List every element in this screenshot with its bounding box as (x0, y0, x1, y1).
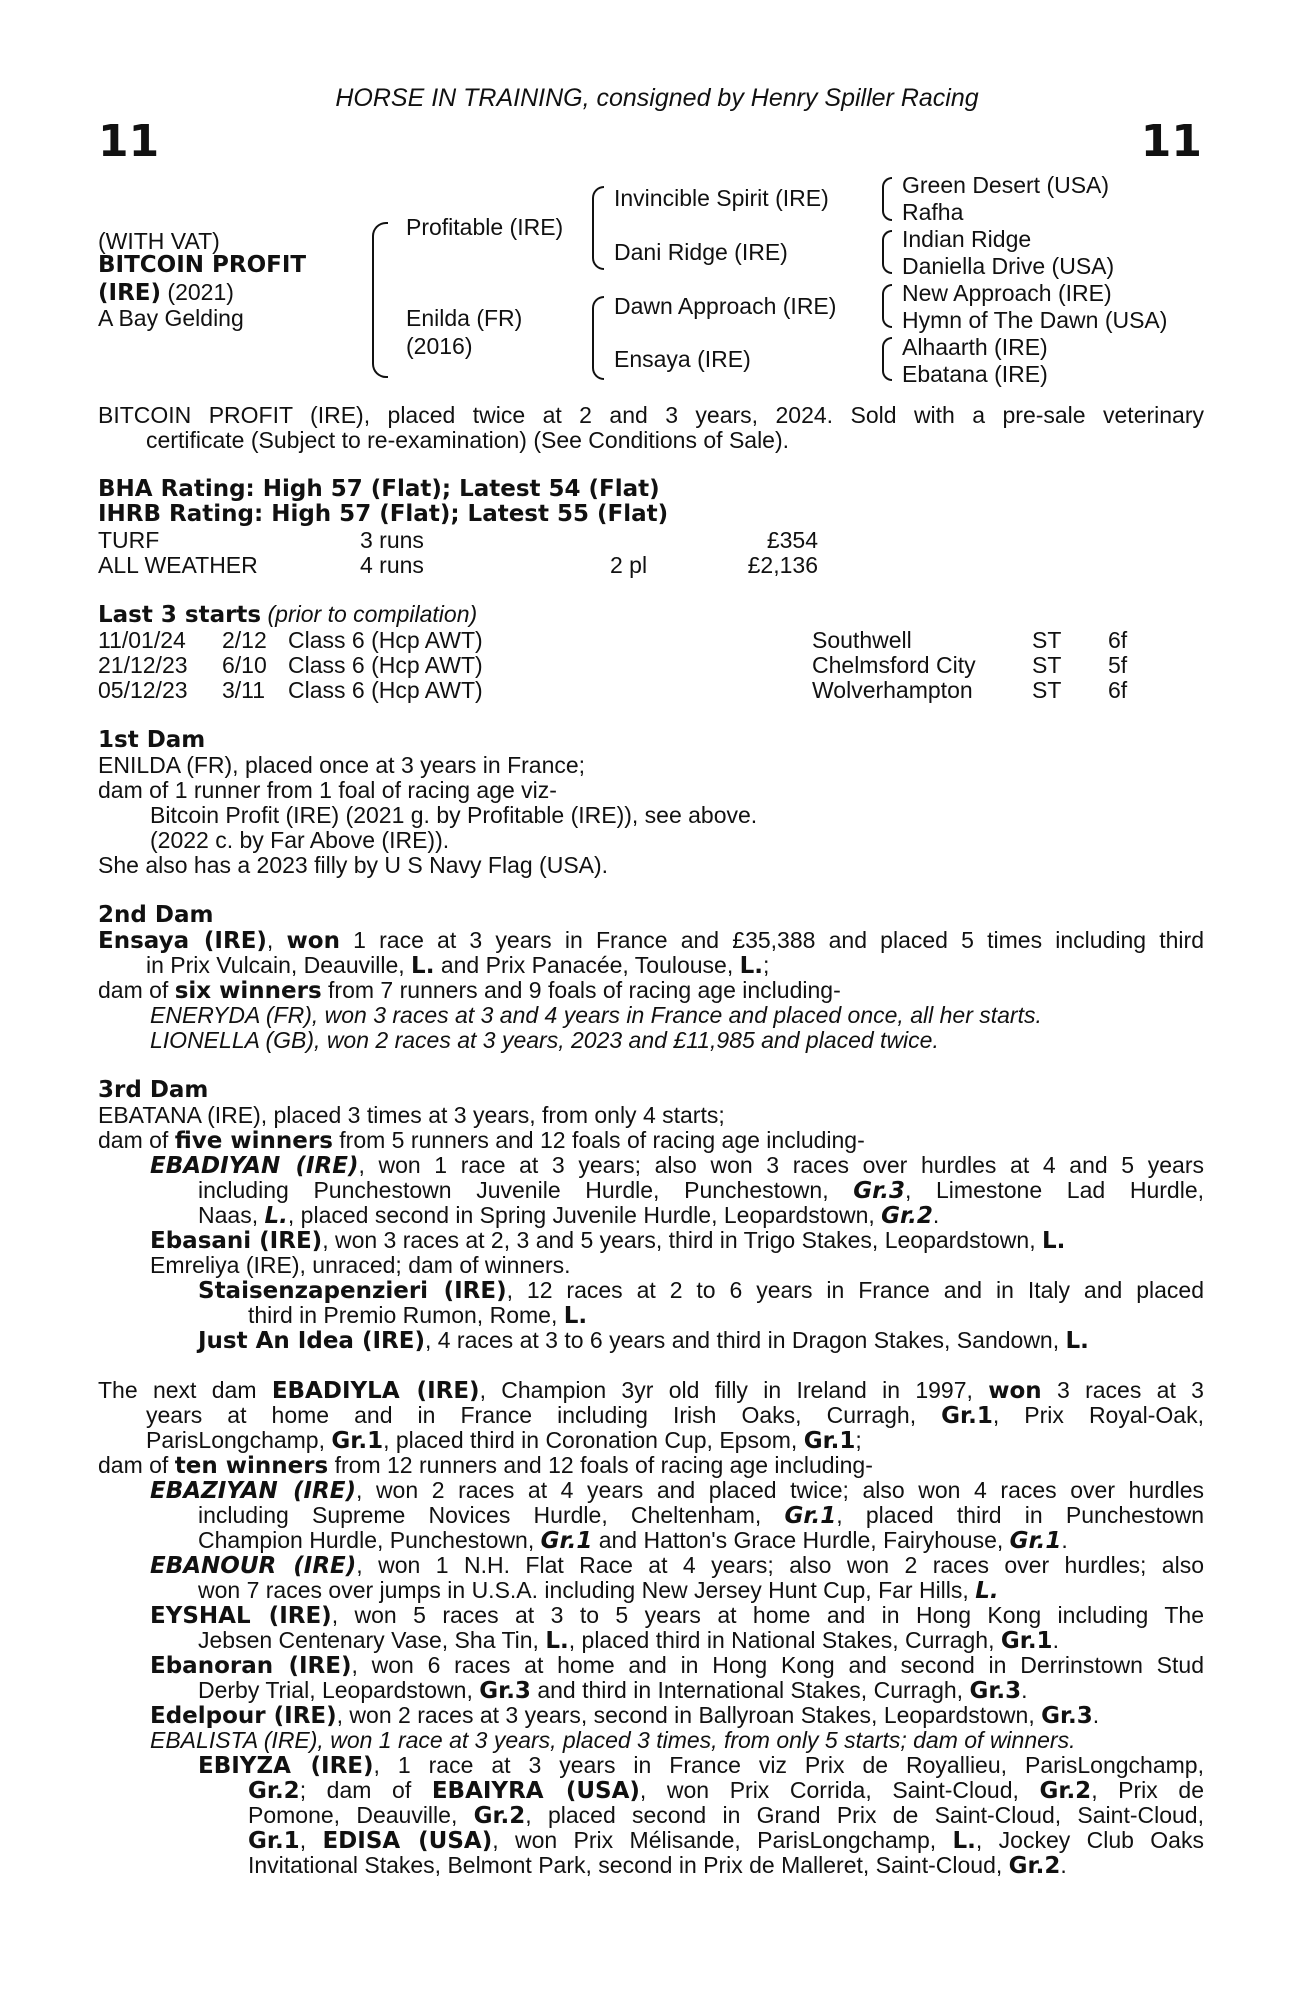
first-dam-heading: 1st Dam (98, 727, 206, 753)
pedigree-g8: Ebatana (IRE) (902, 361, 1048, 387)
text: , 4 races at 3 to 6 years and third in Dragon Stakes, Sandown, (424, 1327, 1066, 1353)
text: including Punchestown Juvenile Hurdle, Punchestown, (198, 1177, 854, 1203)
surface: TURF (98, 527, 160, 553)
third-dam-line (98, 1128, 1204, 1154)
grade: Gr.2 (248, 1778, 300, 1804)
horse-name: EBIYZA (IRE) (198, 1753, 374, 1779)
text: , Champion 3yr old filly in Ireland in 1997, (479, 1377, 989, 1403)
start-class: Class 6 (Hcp AWT) (288, 677, 483, 703)
brace-g1 (882, 177, 892, 221)
grade: Gr.2 (473, 1803, 526, 1829)
third-dam-line: EBATANA (IRE), placed 3 times at 3 years, from only 4 starts; (98, 1102, 725, 1128)
starts-heading (98, 602, 1204, 628)
start-date: 05/12/23 (98, 677, 188, 703)
pedigree-g4: Daniella Drive (USA) (902, 253, 1115, 279)
text: Invitational Stakes, Belmont Park, second in Prix de Malleret, Saint-Cloud, (248, 1852, 1009, 1878)
second-dam-line: ENERYDA (FR), won 3 races at 3 and 4 years in France and placed once, all her starts. (150, 1002, 1042, 1028)
text: and third in International Stakes, Curragh, (530, 1677, 970, 1703)
start-class: Class 6 (Hcp AWT) (288, 627, 483, 653)
text: , 12 races at 2 to 6 years in France and in Italy and placed (506, 1277, 1204, 1303)
text: , won 2 races at 4 years and placed twice; also won 4 races over hurdles (355, 1477, 1204, 1503)
start-distance: 6f (1108, 677, 1128, 703)
starts-note: (prior to compilation) (261, 601, 478, 627)
surface: ALL WEATHER (98, 552, 258, 578)
earnings: £354 (766, 527, 818, 553)
text: ; dam of (299, 1777, 432, 1803)
horse-name: EBADIYLA (IRE) (271, 1378, 480, 1404)
text: , Prix Royal-Oak, (992, 1402, 1204, 1428)
start-date: 21/12/23 (98, 652, 188, 678)
text: won 7 races over jumps in U.S.A. including New Jersey Hunt Cup, Far Hills, (198, 1577, 976, 1603)
next-dam-line (198, 1578, 1204, 1604)
third-dam-heading: 3rd Dam (98, 1077, 209, 1103)
summary-line-2: certificate (Subject to re-examination) (See Conditions of Sale). (146, 427, 790, 453)
grade: Gr.1 (784, 1503, 837, 1529)
third-dam-line: Emreliya (IRE), unraced; dam of winners. (150, 1252, 571, 1278)
second-dam-line: LIONELLA (GB), won 2 races at 3 years, 2023 and £11,985 and placed twice. (150, 1027, 939, 1053)
text-bold: five winners (174, 1128, 333, 1154)
pedigree-sire-dam: Dani Ridge (IRE) (614, 239, 788, 265)
pedigree-g5: New Approach (IRE) (902, 280, 1112, 306)
text: years at home and in France including Irish Oaks, Curragh, (146, 1402, 942, 1428)
text: , won 2 races at 3 years, second in Ballyroan Stakes, Leopardstown, (336, 1702, 1042, 1728)
horse-name: Just An Idea (IRE) (198, 1328, 425, 1354)
bha-rating: BHA Rating: High 57 (Flat); Latest 54 (Flat) (98, 476, 660, 502)
next-dam-line: EBALISTA (IRE), won 1 race at 3 years, placed 3 times, from only 5 starts; dam of winners. (150, 1727, 1076, 1753)
pedigree-g1: Green Desert (USA) (902, 172, 1110, 198)
ihrb-rating: IHRB Rating: High 57 (Flat); Latest 55 (Flat) (98, 501, 669, 527)
text: ; (855, 1427, 862, 1453)
text: . (1052, 1627, 1059, 1653)
next-dam-line (198, 1753, 1204, 1779)
start-position: 2/12 (222, 627, 267, 653)
grade: Gr.2 (881, 1203, 933, 1229)
grade: Gr.2 (1039, 1778, 1092, 1804)
earnings-row (98, 552, 818, 577)
text: . (932, 1202, 940, 1228)
pedigree-g7: Alhaarth (IRE) (902, 334, 1048, 360)
grade: Gr.3 (479, 1678, 531, 1704)
horse-name: BITCOIN PROFIT (98, 252, 307, 278)
grade: L. (545, 1628, 569, 1654)
text: dam of (98, 1452, 175, 1478)
grade: L. (952, 1828, 976, 1854)
second-dam-heading: 2nd Dam (98, 902, 214, 928)
pedigree-dam-dam: Ensaya (IRE) (614, 346, 751, 372)
text: Naas, (198, 1202, 265, 1228)
next-dam-line (150, 1603, 1204, 1629)
next-dam-line (150, 1478, 1204, 1504)
text: Derby Trial, Leopardstown, (198, 1677, 480, 1703)
text: , Prix de (1091, 1777, 1204, 1803)
placed: 2 pl (610, 552, 648, 578)
text: in Prix Vulcain, Deauville, (146, 952, 412, 978)
grade: Gr.1 (331, 1428, 384, 1454)
text: , (266, 927, 287, 953)
first-dam-line: Bitcoin Profit (IRE) (2021 g. by Profitable (IRE)), see above. (150, 802, 758, 828)
text: . (1061, 1527, 1068, 1553)
start-class: Class 6 (Hcp AWT) (288, 652, 483, 678)
text: ; (763, 952, 770, 978)
text: dam of (98, 1127, 175, 1153)
runs: 4 runs (360, 552, 424, 578)
grade: L. (1041, 1228, 1066, 1254)
text: , placed second in Spring Juvenile Hurdle, Leopardstown, (287, 1202, 882, 1228)
text-bold: ten winners (174, 1453, 329, 1479)
summary-line-1: BITCOIN PROFIT (IRE), placed twice at 2 and 3 years, 2024. Sold with a pre-sale veterinary (98, 402, 1204, 428)
next-dam-line (198, 1678, 1204, 1704)
grade: Gr.1 (248, 1828, 300, 1854)
grade: L. (563, 1303, 588, 1329)
text: , placed third in Punchestown (836, 1502, 1204, 1528)
text: 3 races at 3 (1041, 1377, 1204, 1403)
brace-g4 (882, 337, 892, 381)
third-dam-line (248, 1303, 1204, 1329)
start-going: ST (1032, 627, 1062, 653)
earnings-row (98, 527, 818, 552)
second-dam-line (146, 953, 1204, 979)
pedigree-g2: Rafha (902, 199, 964, 225)
text: Jebsen Centenary Vase, Sha Tin, (198, 1627, 546, 1653)
text: . (1060, 1852, 1067, 1878)
third-dam-line (198, 1328, 1204, 1354)
horse-name: EYSHAL (IRE) (150, 1603, 332, 1629)
text: 1 race at 3 years in France and £35,388 and placed 5 times including third (339, 927, 1204, 953)
next-dam-line (248, 1828, 1204, 1854)
next-dam-line (248, 1853, 1204, 1879)
text: from 12 runners and 12 foals of racing age including- (328, 1452, 873, 1478)
grade: Gr.3 (969, 1678, 1022, 1704)
horse-name: Ebanoran (IRE) (150, 1653, 352, 1679)
start-date: 11/01/24 (98, 627, 186, 653)
text: from 5 runners and 12 foals of racing age including- (332, 1127, 865, 1153)
horse-name: Ebasani (IRE) (150, 1228, 323, 1254)
next-dam-line (198, 1503, 1204, 1529)
next-dam-line (150, 1553, 1204, 1579)
next-dam-line (146, 1403, 1204, 1429)
text: and Prix Panacée, Toulouse, (434, 952, 740, 978)
text: , won 5 races at 3 to 5 years at home and in Hong Kong including The (331, 1602, 1204, 1628)
start-position: 3/11 (222, 677, 266, 703)
third-dam-line (198, 1203, 1204, 1229)
next-dam-line (198, 1628, 1204, 1654)
text: , Jockey Club Oaks (975, 1827, 1204, 1853)
text: , Limestone Lad Hurdle, (904, 1177, 1204, 1203)
brace-g2 (882, 230, 892, 274)
pedigree-sire-sire: Invincible Spirit (IRE) (614, 185, 829, 211)
horse-name: Ensaya (IRE) (98, 928, 267, 954)
pedigree-g6: Hymn of The Dawn (USA) (902, 307, 1168, 333)
pedigree-dam: Enilda (FR) (406, 305, 523, 331)
grade: Gr.2 (1008, 1853, 1061, 1879)
horse-origin-year (98, 279, 234, 306)
start-row (98, 677, 1138, 702)
start-row (98, 627, 1138, 652)
text: The next dam (98, 1377, 272, 1403)
next-dam-line (98, 1453, 1204, 1479)
start-course: Southwell (812, 627, 912, 653)
text: third in Premio Rumon, Rome, (248, 1302, 564, 1328)
text: dam of (98, 977, 175, 1003)
grade: Gr.1 (803, 1428, 856, 1454)
text: , won Prix Mélisande, ParisLongchamp, (492, 1827, 953, 1853)
pedigree-sire: Profitable (IRE) (406, 214, 564, 240)
text-bold: won (988, 1378, 1042, 1404)
third-dam-line (150, 1228, 1204, 1254)
horse-name: EBANOUR (IRE) (150, 1553, 357, 1579)
grade: Gr.3 (853, 1178, 905, 1204)
brace-sire-line (592, 186, 604, 270)
text: , 1 race at 3 years in France viz Prix de Royallieu, ParisLongchamp, (373, 1752, 1204, 1778)
start-position: 6/10 (222, 652, 267, 678)
runs: 3 runs (360, 527, 424, 553)
start-row (98, 652, 1138, 677)
first-dam-line: dam of 1 runner from 1 foal of racing age viz- (98, 777, 557, 803)
consignment-title: HORSE IN TRAINING, consigned by Henry Spiller Racing (335, 84, 979, 112)
horse-year: (2021) (161, 279, 234, 305)
next-dam-line (150, 1703, 1204, 1729)
pedigree-dam-sire: Dawn Approach (IRE) (614, 293, 837, 319)
second-dam-line (98, 978, 1204, 1004)
vat-label: (WITH VAT) (98, 228, 220, 254)
start-distance: 5f (1108, 652, 1128, 678)
text: , placed third in National Stakes, Curragh, (568, 1627, 1001, 1653)
horse-origin: (IRE) (98, 280, 162, 306)
text-bold: six winners (174, 978, 322, 1004)
text: including Supreme Novices Hurdle, Cheltenham, (198, 1502, 785, 1528)
text: Champion Hurdle, Punchestown, (198, 1527, 541, 1553)
next-dam-line (146, 1428, 1204, 1454)
start-going: ST (1032, 652, 1062, 678)
grade: Gr.3 (1041, 1703, 1093, 1729)
grade: L. (1065, 1328, 1089, 1354)
next-dam-line (248, 1778, 1204, 1804)
grade: L. (739, 953, 764, 979)
text: , won 1 N.H. Flat Race at 4 years; also won 2 races over hurdles; also (356, 1552, 1205, 1578)
text: , placed third in Coronation Cup, Epsom, (383, 1427, 804, 1453)
starts-title: Last 3 starts (98, 602, 262, 628)
horse-name: EBADIYAN (IRE) (150, 1153, 359, 1179)
start-going: ST (1032, 677, 1062, 703)
grade: Gr.1 (941, 1403, 993, 1429)
third-dam-line (198, 1178, 1204, 1204)
next-dam-line (150, 1653, 1204, 1679)
next-dam-line (198, 1528, 1204, 1554)
grade: Gr.1 (1009, 1528, 1062, 1554)
text: , won 6 races at home and in Hong Kong and second in Derrinstown Stud (351, 1652, 1204, 1678)
grade: L. (975, 1578, 999, 1604)
text-bold: won (286, 928, 340, 954)
first-dam-line: (2022 c. by Far Above (IRE)). (150, 827, 450, 853)
next-dam-line (248, 1803, 1204, 1829)
text: . (1092, 1702, 1100, 1728)
next-dam-line (98, 1378, 1204, 1404)
start-course: Wolverhampton (812, 677, 973, 703)
first-dam-line: She also has a 2023 filly by U S Navy Flag (USA). (98, 852, 609, 878)
lot-number-left: 11 (98, 116, 160, 167)
grade: Gr.1 (540, 1528, 593, 1554)
text: and Hatton's Grace Hurdle, Fairyhouse, (592, 1527, 1010, 1553)
text: , won 3 races at 2, 3 and 5 years, third in Trigo Stakes, Leopardstown, (322, 1227, 1042, 1253)
brace-g3 (882, 284, 892, 328)
text: , won 1 race at 3 years; also won 3 races over hurdles at 4 and 5 years (358, 1152, 1204, 1178)
lot-number-right: 11 (1140, 116, 1202, 167)
text: from 7 runners and 9 foals of racing age including- (321, 977, 841, 1003)
horse-name: EBAZIYAN (IRE) (150, 1478, 356, 1504)
text: , won Prix Corrida, Saint-Cloud, (639, 1777, 1040, 1803)
grade: L. (411, 953, 435, 979)
first-dam-line: ENILDA (FR), placed once at 3 years in France; (98, 752, 586, 778)
horse-name: EDISA (USA) (322, 1828, 493, 1854)
third-dam-line (198, 1278, 1204, 1304)
text: , placed second in Grand Prix de Saint-Cloud, Saint-Cloud, (525, 1802, 1204, 1828)
grade: Gr.1 (1000, 1628, 1053, 1654)
brace-parents (372, 222, 388, 378)
horse-name: Staisenzapenzieri (IRE) (198, 1278, 507, 1304)
text: ParisLongchamp, (146, 1427, 332, 1453)
brace-dam-line (592, 296, 604, 380)
grade: L. (264, 1203, 288, 1229)
pedigree-dam-year: (2016) (406, 333, 473, 359)
start-course: Chelmsford City (812, 652, 976, 678)
text: , (299, 1827, 323, 1853)
earnings: £2,136 (747, 552, 818, 578)
pedigree-g3: Indian Ridge (902, 226, 1032, 252)
text: Pomone, Deauville, (248, 1802, 474, 1828)
third-dam-line (150, 1153, 1204, 1179)
horse-description: A Bay Gelding (98, 305, 244, 331)
second-dam-line (98, 928, 1204, 954)
horse-name: EBAIYRA (USA) (431, 1778, 640, 1804)
text: . (1021, 1677, 1028, 1703)
start-distance: 6f (1108, 627, 1128, 653)
horse-name: Edelpour (IRE) (150, 1703, 337, 1729)
